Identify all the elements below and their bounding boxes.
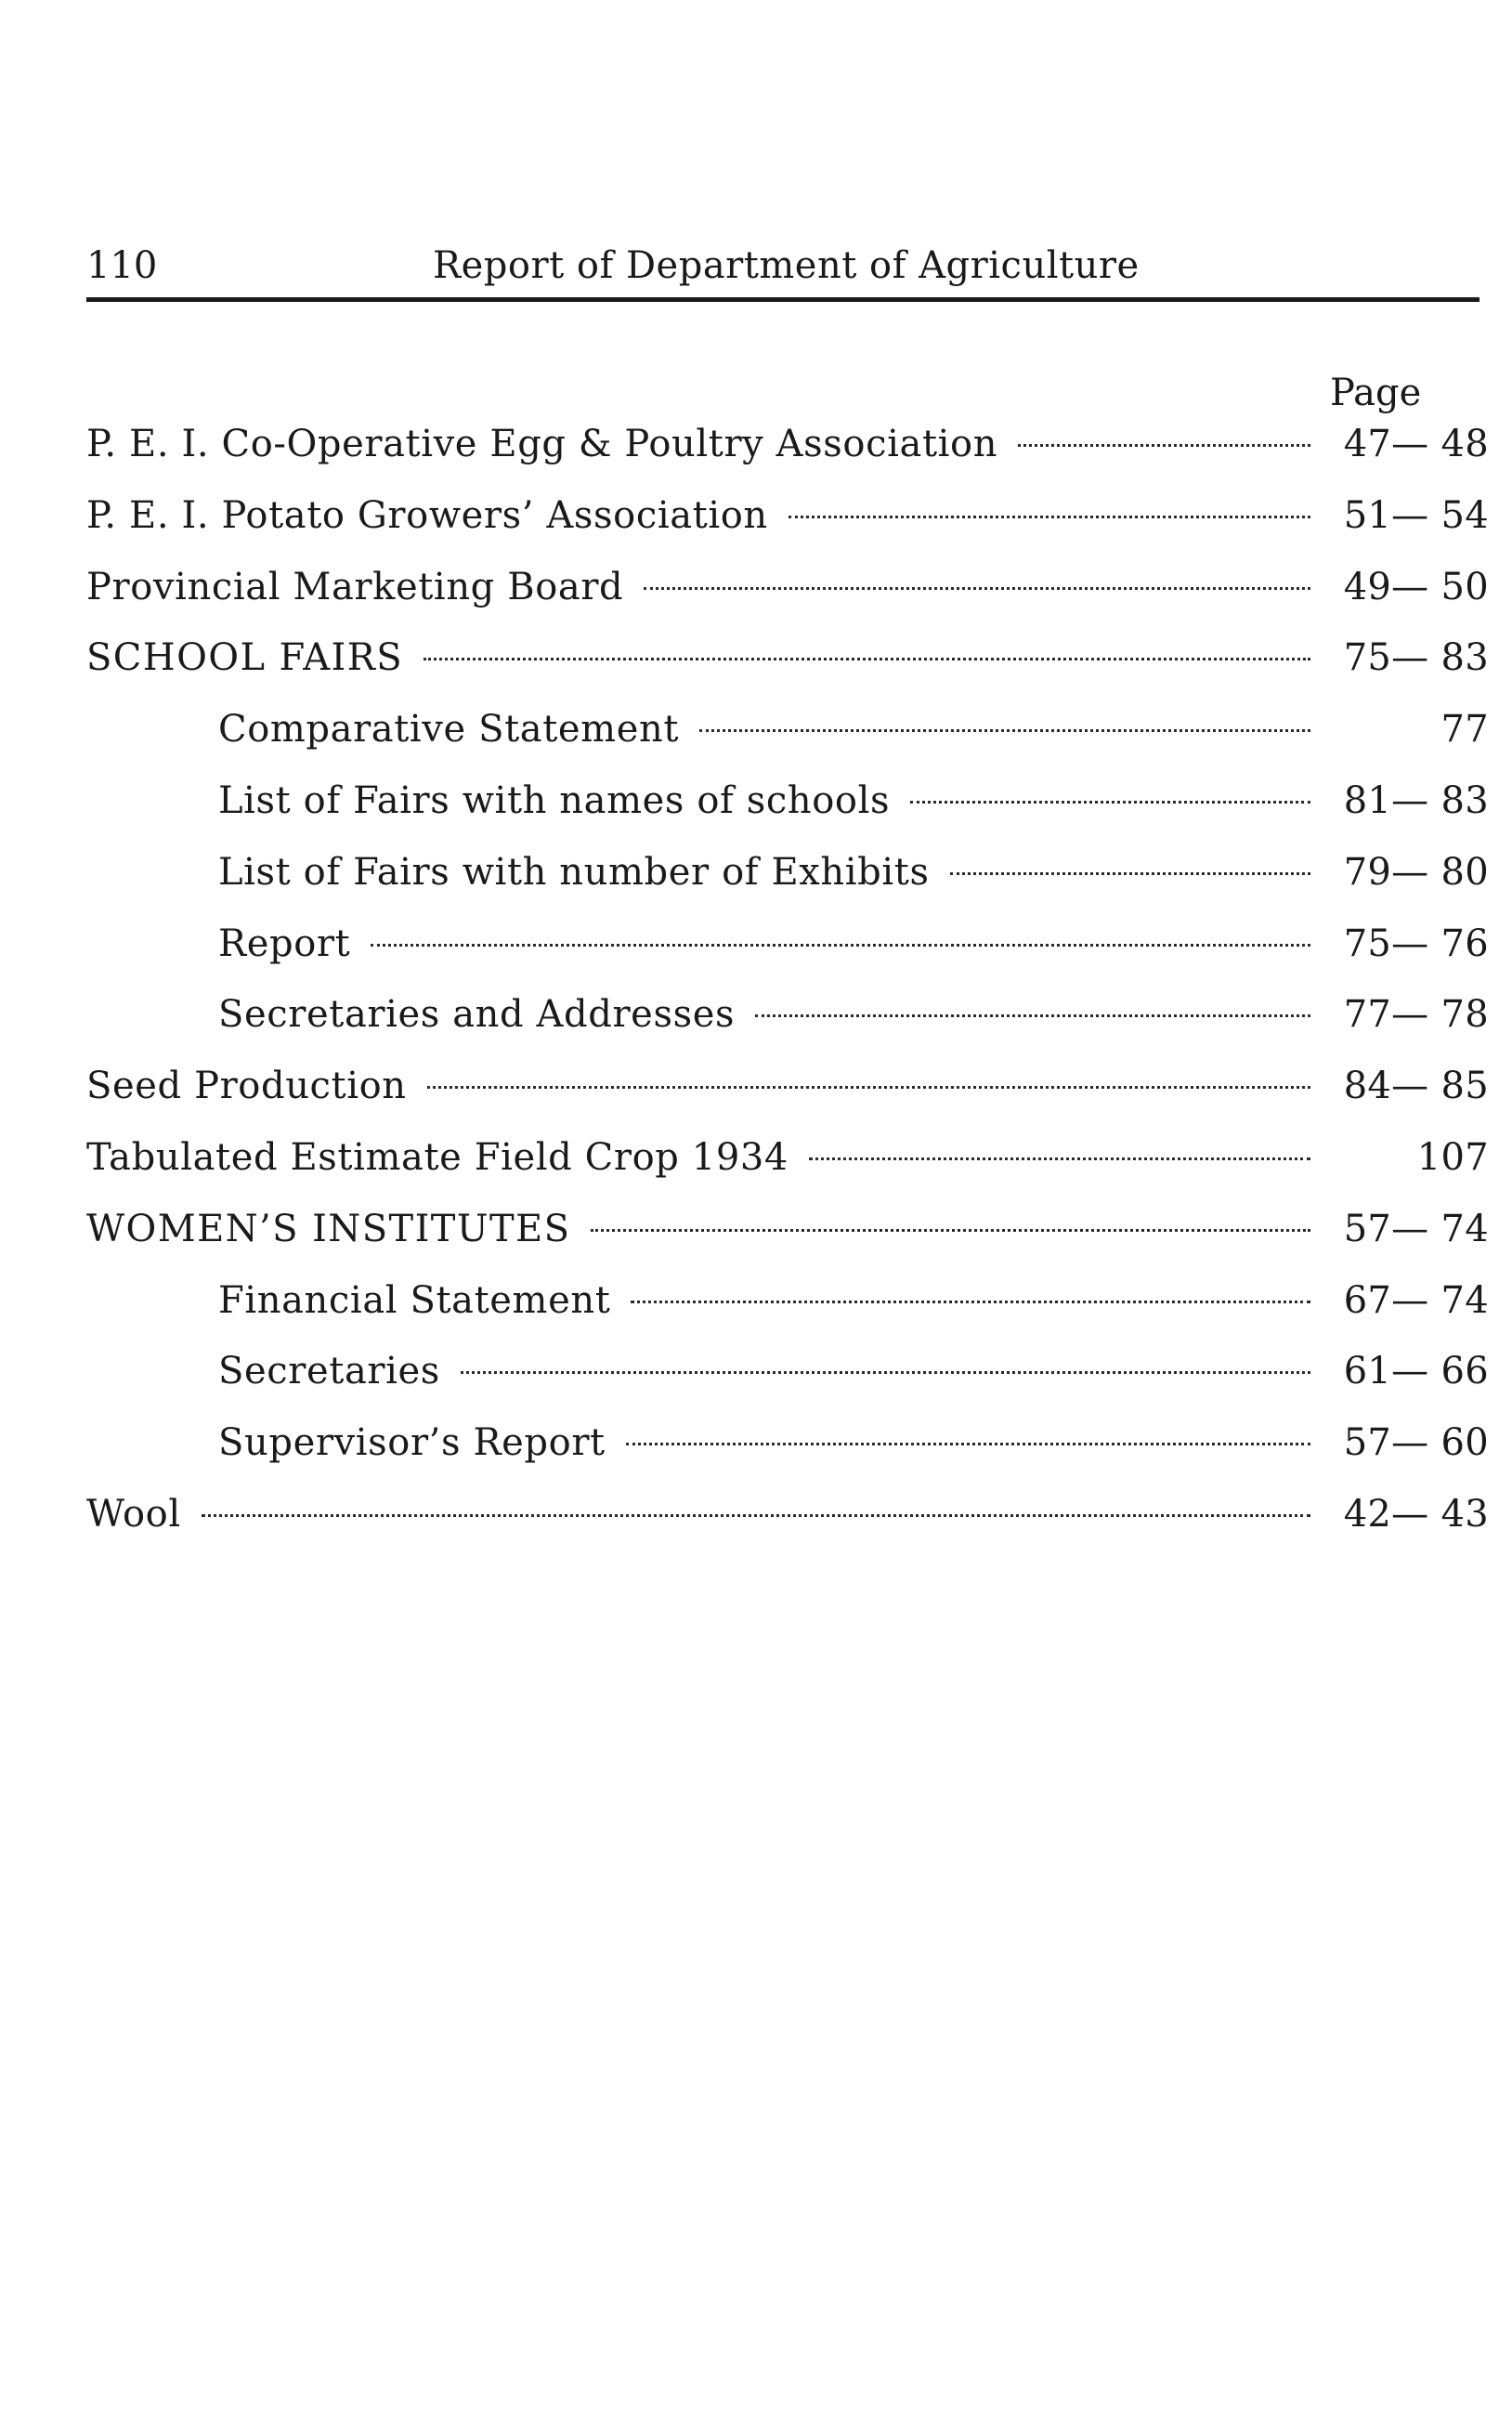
entry-pages: 107 (1416, 1135, 1489, 1179)
entry-label: Comparative Statement (218, 708, 679, 752)
index-entry (86, 418, 1489, 490)
dot-leader (755, 1014, 1310, 1017)
entry-label: List of Fairs with names of schools (218, 778, 891, 822)
header-rule (86, 297, 1479, 302)
index-entry (86, 490, 1489, 561)
entry-label: Report (218, 922, 351, 965)
entry-pages: 57— 74 (1343, 1207, 1489, 1250)
entry-label: Seed Production (86, 1065, 407, 1108)
entry-label: Provincial Marketing Board (86, 565, 624, 608)
entry-label: P. E. I. Co-Operative Egg & Poultry Association (86, 423, 998, 465)
dot-leader (644, 587, 1310, 590)
dot-leader (1018, 444, 1310, 447)
index-subentry (86, 846, 1489, 918)
dot-leader (427, 1086, 1310, 1089)
index-entry (86, 1203, 1489, 1275)
page-number: 110 (86, 244, 158, 287)
dot-leader (591, 1229, 1310, 1232)
index-entry (86, 632, 1489, 703)
entry-label: WOMEN’S INSTITUTES (86, 1207, 571, 1250)
entry-label: Supervisor’s Report (218, 1421, 606, 1465)
index-entry (86, 1131, 1489, 1203)
entry-pages: 84— 85 (1343, 1065, 1489, 1108)
dot-leader (789, 516, 1310, 518)
index-entry (86, 561, 1489, 633)
entry-pages: 81— 83 (1343, 778, 1489, 822)
entry-pages: 75— 83 (1343, 636, 1489, 680)
dot-leader (910, 801, 1310, 804)
entry-pages: 61— 66 (1343, 1350, 1489, 1393)
entry-pages: 75— 76 (1343, 922, 1489, 965)
dot-leader (202, 1514, 1310, 1517)
entry-pages: 51— 54 (1343, 493, 1489, 537)
entry-label: Financial Statement (218, 1278, 611, 1322)
entry-pages: 79— 80 (1343, 850, 1489, 894)
entry-pages: 42— 43 (1343, 1492, 1489, 1536)
entry-label: Tabulated Estimate Field Crop 1934 (86, 1135, 789, 1179)
page-column-heading: Page (1330, 372, 1422, 414)
dot-leader (950, 872, 1310, 875)
entry-label: Secretaries and Addresses (218, 993, 736, 1037)
dot-leader (626, 1443, 1310, 1445)
dot-leader (461, 1371, 1310, 1374)
index-subentry (86, 703, 1489, 775)
entry-pages: 47— 48 (1343, 423, 1489, 465)
index-entry (86, 1060, 1489, 1131)
entry-pages: 77— 78 (1343, 993, 1489, 1037)
running-head-title: Report of Department of Agriculture (433, 244, 1140, 287)
index-subentry (86, 918, 1489, 989)
entry-label: Wool (86, 1492, 181, 1536)
dot-leader (809, 1157, 1310, 1160)
index-subentry (86, 988, 1489, 1060)
entry-label: P. E. I. Potato Growers’ Association (86, 493, 768, 537)
entry-label: SCHOOL FAIRS (86, 636, 404, 680)
dot-leader (631, 1301, 1310, 1303)
index-entry (86, 1488, 1489, 1560)
index-subentry (86, 775, 1489, 846)
index-subentry (86, 1275, 1489, 1346)
entry-pages: 49— 50 (1343, 565, 1489, 608)
dot-leader (699, 729, 1310, 732)
dot-leader (371, 944, 1310, 947)
dot-leader (424, 658, 1310, 660)
index-subentry (86, 1345, 1489, 1417)
entry-pages: 67— 74 (1343, 1278, 1489, 1322)
index-list (86, 418, 1489, 1560)
running-head (86, 240, 1479, 292)
entry-pages: 57— 60 (1343, 1421, 1489, 1465)
entry-label: Secretaries (218, 1350, 440, 1393)
index-subentry (86, 1417, 1489, 1488)
entry-pages: 77 (1440, 708, 1489, 752)
entry-label: List of Fairs with number of Exhibits (218, 850, 930, 894)
